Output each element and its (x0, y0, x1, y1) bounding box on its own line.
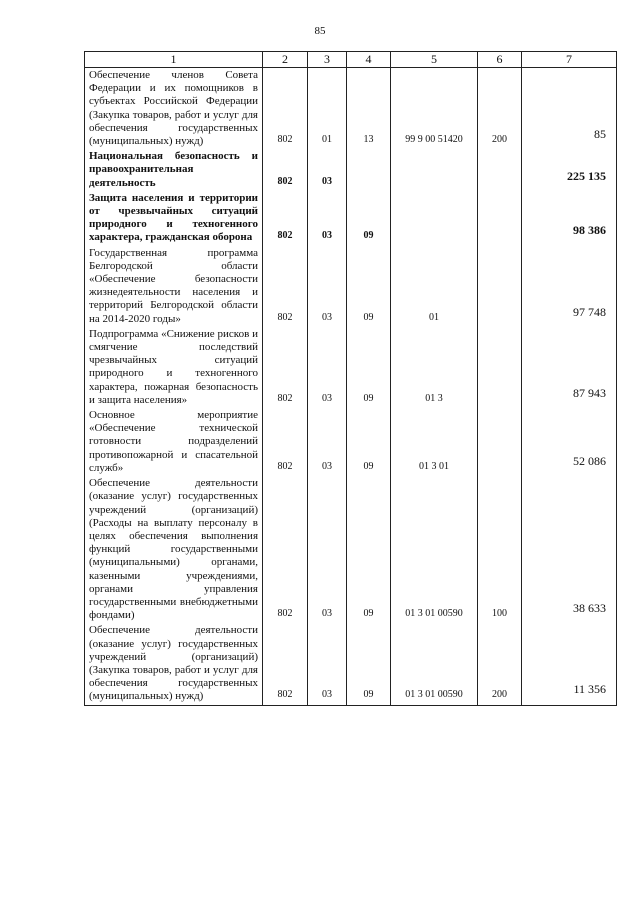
row-ministry-code: 802 (263, 68, 308, 150)
row-subsection: 09 (347, 246, 391, 327)
budget-table (84, 51, 617, 706)
row-expense-type (478, 408, 522, 476)
row-expense-type: 200 (478, 623, 522, 705)
row-section: 03 (308, 623, 347, 705)
row-name: Обеспечение деятельности (оказание услуг) государственных учреждений (организаций) (Закупка товаров, работ и услуг для обеспечения государственных (муниципальных) нужд) (85, 623, 263, 705)
row-section: 03 (308, 327, 347, 408)
row-target-article: 01 3 01 00590 (391, 623, 478, 705)
row-target-article: 01 3 01 00590 (391, 476, 478, 623)
row-subsection: 09 (347, 623, 391, 705)
table-row (85, 476, 617, 623)
row-amount: 38 633 (522, 476, 617, 623)
row-section: 03 (308, 408, 347, 476)
row-name: Обеспечение деятельности (оказание услуг) государственных учреждений (организаций) (Расходы на выплату персоналу в целях обеспечения выполнения функций государственными (муниципальными) органами, казенными учреждениями, органами управления государственными внебюджетными фондами) (85, 476, 263, 623)
row-name: Государственная программа Белгородской области «Обеспечение безопасности жизнедеятельности населения и территорий Белгородской области на 2014-2020 годы» (85, 246, 263, 327)
row-ministry-code: 802 (263, 408, 308, 476)
header-col-4: 4 (347, 52, 391, 68)
row-amount: 97 748 (522, 246, 617, 327)
row-subsection: 09 (347, 191, 391, 246)
row-expense-type (478, 246, 522, 327)
row-name: Подпрограмма «Снижение рисков и смягчение последствий чрезвычайных ситуаций природного и техногенного характера, пожарная безопасность и защита населения» (85, 327, 263, 408)
row-section: 01 (308, 68, 347, 150)
row-target-article (391, 191, 478, 246)
row-target-article: 01 3 01 (391, 408, 478, 476)
table-row (85, 149, 617, 191)
row-section: 03 (308, 246, 347, 327)
row-ministry-code: 802 (263, 623, 308, 705)
row-amount: 98 386 (522, 191, 617, 246)
row-target-article: 01 3 (391, 327, 478, 408)
row-ministry-code: 802 (263, 246, 308, 327)
row-expense-type: 100 (478, 476, 522, 623)
row-amount: 11 356 (522, 623, 617, 705)
header-col-6: 6 (478, 52, 522, 68)
header-col-1: 1 (85, 52, 263, 68)
row-name: Защита населения и территории от чрезвычайных ситуаций природного и техногенного характера, гражданская оборона (85, 191, 263, 246)
row-section: 03 (308, 191, 347, 246)
row-subsection: 09 (347, 408, 391, 476)
table-row (85, 408, 617, 476)
row-target-article: 99 9 00 51420 (391, 68, 478, 150)
table-row (85, 191, 617, 246)
table-row (85, 623, 617, 705)
header-col-5: 5 (391, 52, 478, 68)
table-row (85, 327, 617, 408)
row-amount: 52 086 (522, 408, 617, 476)
row-ministry-code: 802 (263, 149, 308, 191)
row-expense-type (478, 149, 522, 191)
row-section: 03 (308, 476, 347, 623)
table-row (85, 68, 617, 150)
row-section: 03 (308, 149, 347, 191)
row-name: Национальная безопасность и правоохранительная деятельность (85, 149, 263, 191)
row-subsection: 13 (347, 68, 391, 150)
row-expense-type (478, 191, 522, 246)
row-amount: 87 943 (522, 327, 617, 408)
header-col-2: 2 (263, 52, 308, 68)
header-row (85, 52, 617, 68)
row-name: Основное мероприятие «Обеспечение технической готовности подразделений противопожарной и спасательной служб» (85, 408, 263, 476)
header-col-3: 3 (308, 52, 347, 68)
row-ministry-code: 802 (263, 476, 308, 623)
row-ministry-code: 802 (263, 327, 308, 408)
row-amount: 225 135 (522, 149, 617, 191)
header-col-7: 7 (522, 52, 617, 68)
row-amount: 85 (522, 68, 617, 150)
page-number: 85 (314, 25, 326, 37)
row-name: Обеспечение членов Совета Федерации и их помощников в субъектах Российской Федерации (Закупка товаров, работ и услуг для обеспечения государственных (муниципальных) нужд) (85, 68, 263, 150)
row-subsection (347, 149, 391, 191)
row-subsection: 09 (347, 476, 391, 623)
row-expense-type: 200 (478, 68, 522, 150)
row-subsection: 09 (347, 327, 391, 408)
row-target-article: 01 (391, 246, 478, 327)
row-target-article (391, 149, 478, 191)
row-expense-type (478, 327, 522, 408)
row-ministry-code: 802 (263, 191, 308, 246)
table-row (85, 246, 617, 327)
